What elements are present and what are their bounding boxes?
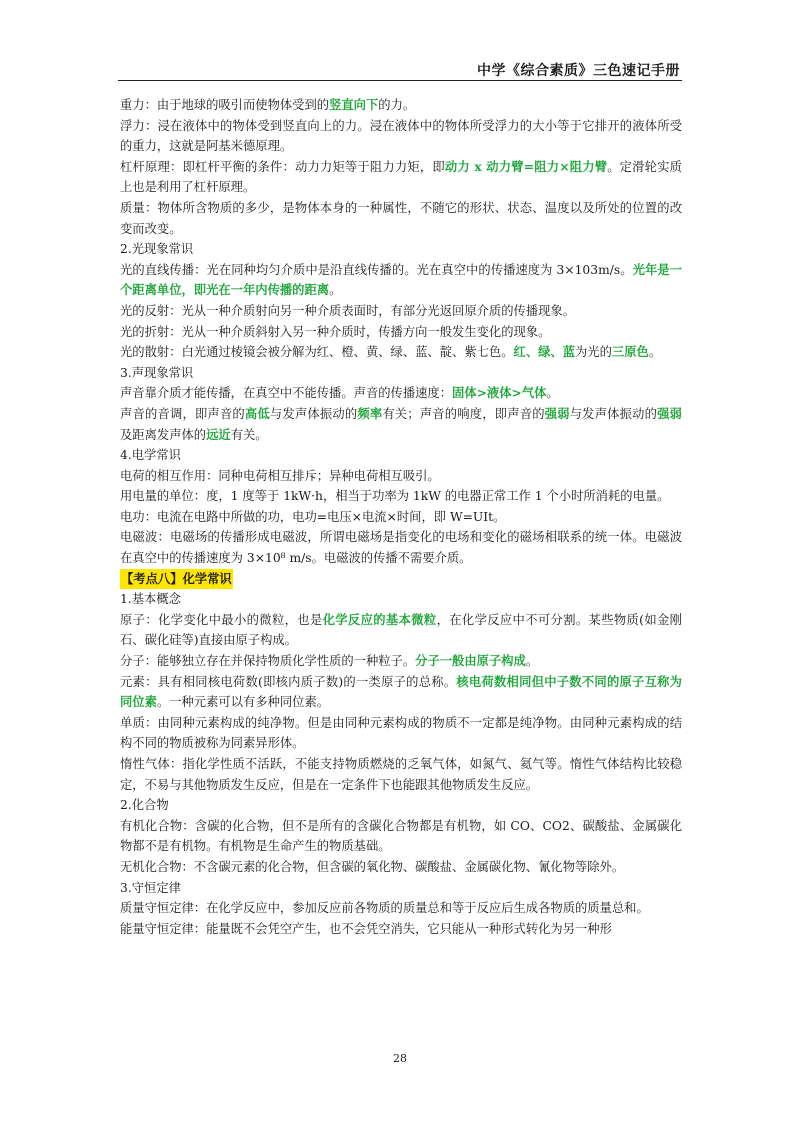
text-run: 及距离发声体的 (120, 427, 207, 442)
paragraph (120, 795, 682, 816)
running-header: 中学《综合素质》三色速记手册 (477, 63, 680, 79)
highlighted-text: 红、绿、蓝 (513, 344, 576, 360)
text-run: 声音靠介质才能传播，在真空中不能传播。声音的传播速度： (120, 386, 453, 401)
highlighted-text: 核电荷数相同但中子数不同的原子互称为同位素 (120, 673, 682, 710)
text-run: 与发声体振动的 (569, 406, 658, 421)
paragraph (120, 507, 682, 528)
text-run: 无机化合物：不含碳元素的化合物，但含碳的氧化物、碳酸盐、金属碳化物、氰化物等除外。 (120, 859, 625, 874)
text-run: 单质：由同种元素构成的纯净物。但是由同种元素构成的物质不一定都是纯净物。由同种元素构成的结构不同的物质被称为同素异形体。 (120, 715, 682, 751)
text-run: 杠杆原理：即杠杆平衡的条件：动力力矩等于阻力力矩，即 (120, 159, 445, 174)
highlighted-text: 强弱 (657, 405, 682, 421)
text-run: 2.光现象常识 (120, 242, 194, 257)
text-run: 。 (525, 654, 539, 669)
paragraph (120, 466, 682, 487)
highlighted-text: 化学反应的基本微粒 (322, 611, 437, 627)
text-run: 电功：电流在电路中所做的功，电功=电压×电流×时间，即 W=UIt。 (120, 509, 506, 524)
paragraph (120, 342, 682, 363)
text-run: 。一种元素可以有多种同位素。 (156, 695, 330, 710)
text-run: 光的反射：光从一种介质射向另一种介质表面时，有部分光返回原介质的传播现象。 (120, 303, 575, 318)
text-run: 。 (648, 345, 662, 360)
paragraph (120, 260, 682, 301)
text-run: 。 (329, 283, 342, 298)
text-run: 与发声体振动的 (269, 406, 358, 421)
text-run: 用电量的单位：度，1 度等于 1kW·h，相当于功率为 1kW 的电器正常工作 1 个小时所消耗的电量。 (120, 489, 670, 504)
highlighted-text: 竖直向下 (329, 97, 379, 112)
paragraph (120, 404, 682, 445)
text-run: 浮力：浸在液体中的物体受到竖直向上的力。浸在液体中的物体所受浮力的大小等于它排开的液体所受的重力，这就是阿基米德原理。 (120, 118, 682, 154)
paragraph (120, 445, 682, 466)
text-run: 有机化合物：含碳的化合物，但不是所有的含碳化合物都是有机物，如 CO、CO2、碳酸盐、金属碳化物都不是有机物。有机物是生命产生的物质基础。 (120, 818, 682, 854)
text-run: ，在化学反应中不可分割。某些物质(如金刚石、碳化硅等)直接由原子构成。 (120, 612, 682, 648)
text-run: 1.基本概念 (120, 592, 181, 607)
highlighted-text: 光年是一个距离单位，即光在一年内传播的距离 (120, 261, 682, 298)
section-title: 【考点八】化学常识 (120, 569, 233, 590)
paragraph (120, 527, 682, 568)
text-run: 质量：物体所含物质的多少，是物体本身的一种属性，不随它的形状、状态、温度以及所处的位置的改变而改变。 (120, 200, 682, 236)
paragraph (120, 878, 682, 899)
highlighted-text: 高低 (244, 405, 270, 421)
text-run: 为光的 (575, 345, 612, 360)
paragraph (120, 301, 682, 322)
text-run: 能量守恒定律：能量既不会凭空产生，也不会凭空消失，它只能从一种形式转化为另一种形 (120, 921, 612, 936)
paragraph (120, 754, 682, 795)
text-run: 光的折射：光从一种介质斜射入另一种介质时，传播方向一般发生变化的现象。 (120, 324, 551, 339)
paragraph (120, 486, 682, 507)
paragraph (120, 816, 682, 857)
header-rule (118, 80, 682, 81)
text-run: 3.声现象常识 (120, 365, 194, 380)
text-run: 电荷的相互作用：同种电荷相互排斥；异种电荷相互吸引。 (120, 468, 440, 483)
text-run: 分子：能够独立存在并保持物质化学性质的一种粒子。 (120, 654, 416, 669)
text-run: 有关。 (230, 427, 268, 442)
text-run: 有关；声音的响度，即声音的 (382, 406, 545, 421)
text-run: 原子：化学变化中最小的微粒，也是 (120, 612, 323, 627)
text-run: 的力。 (378, 98, 416, 112)
text-run: 声音的音调，即声音的 (120, 406, 245, 421)
paragraph (120, 589, 682, 610)
highlighted-text: 强弱 (544, 405, 570, 421)
text-run: 光的直线传播：光在同种均匀介质中是沿直线传播的。光在真空中的传播速度为 3×103m/s。 (120, 262, 633, 277)
highlighted-text: 固体>液体>气体 (452, 385, 547, 401)
text-run: 重力：由于地球的吸引而使物体受到的 (120, 98, 330, 112)
paragraph (120, 569, 682, 590)
paragraph (120, 610, 682, 651)
paragraph (120, 157, 682, 198)
paragraph (120, 919, 682, 940)
text-run: 。定滑轮实质上也是利用了杠杆原理。 (120, 159, 682, 195)
highlighted-text: 分子一般由原子构成 (415, 653, 526, 669)
text-run: 光的散射：白光通过棱镜会被分解为红、橙、黄、绿、蓝、靛、紫七色。 (120, 345, 514, 360)
paragraph (120, 898, 682, 919)
highlighted-text: 动力 x 动力臂=阻力×阻力臂 (444, 158, 608, 174)
highlighted-text: 三原色 (611, 344, 649, 360)
paragraph (120, 322, 682, 343)
text-run: 3.守恒定律 (120, 880, 181, 895)
paragraph (120, 116, 682, 157)
paragraph (120, 713, 682, 754)
paragraph (120, 672, 682, 713)
paragraph (120, 383, 682, 404)
text-run: 惰性气体：指化学性质不活跃，不能支持物质燃烧的乏氧气体，如氮气、氦气等。惰性气体结构比较稳定，不易与其他物质发生反应，但是在一定条件下也能跟其他物质发生反应。 (120, 757, 682, 792)
text-run: 电磁波：电磁场的传播形成电磁波，所谓电磁场是指变化的电场和变化的磁场相联系的统一体。电磁波在真空中的传播速度为 3×10⁸ m/s。电磁波的传播不需要介质。 (120, 530, 682, 566)
paragraph (120, 363, 682, 384)
highlighted-text: 频率 (357, 405, 383, 421)
paragraph (120, 239, 682, 260)
highlighted-text: 远近 (206, 426, 231, 442)
text-run: 。 (546, 386, 559, 401)
paragraph (120, 857, 682, 878)
page-number: 28 (393, 1052, 407, 1065)
paragraph (120, 198, 682, 239)
text-run: 2.化合物 (120, 798, 169, 813)
text-run: 4.电学常识 (120, 448, 181, 463)
paragraph (120, 651, 682, 672)
page-body (120, 95, 682, 939)
text-run: 元素：具有相同核电荷数(即核内质子数)的一类原子的总称。 (120, 674, 457, 689)
paragraph (120, 95, 682, 116)
text-run: 质量守恒定律：在化学反应中，参加反应前各物质的质量总和等于反应后生成各物质的质量总和。 (120, 901, 649, 916)
